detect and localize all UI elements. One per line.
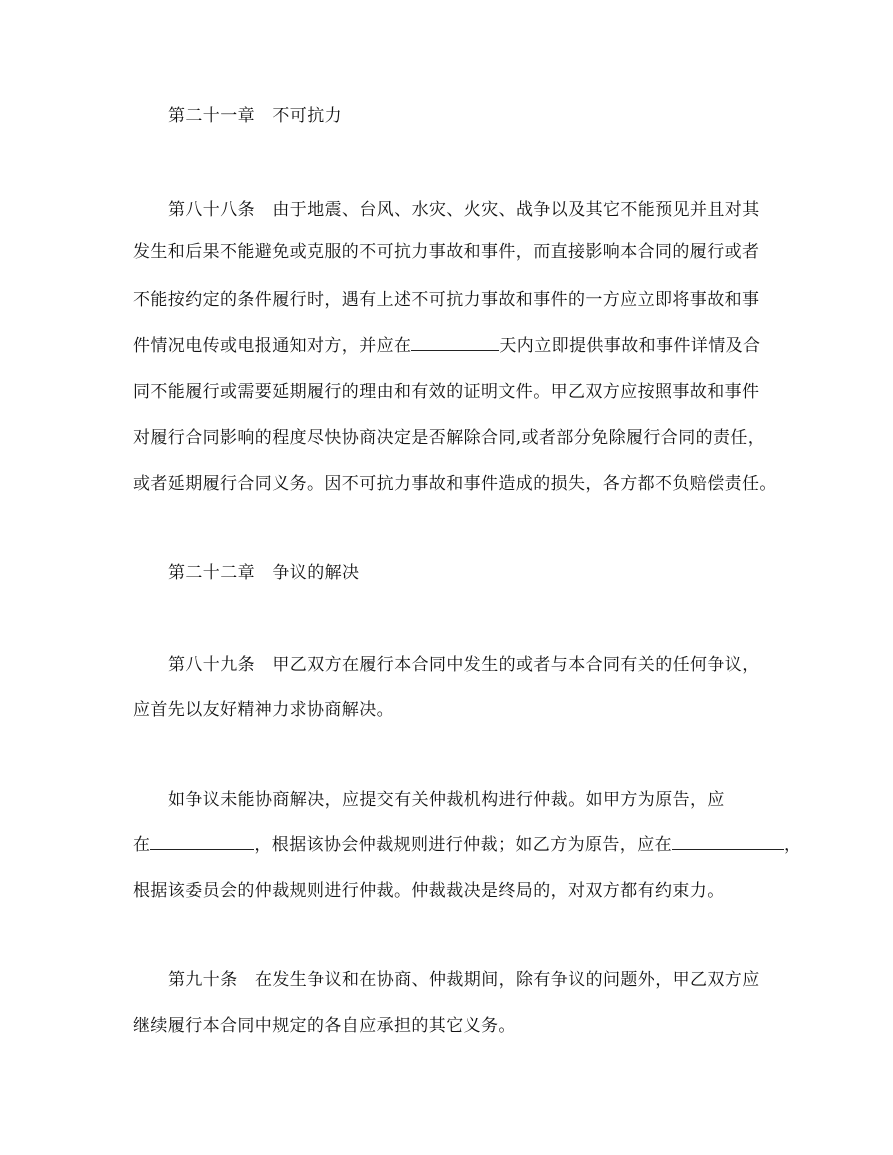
article-89-line-2: 应首先以友好精神力求协商解决。 xyxy=(133,700,394,720)
arbitration-line-2-start: 在 xyxy=(133,835,151,855)
party-a-arbitration-blank xyxy=(150,835,254,850)
arbitration-line-1: 如争议未能协商解决，应提交有关仲裁机构进行仲裁。如甲方为原告，应 xyxy=(168,790,725,810)
article-88-line-1: 第八十八条 由于地震、台风、水灾、火灾、战争以及其它不能预见并且对其 xyxy=(168,200,760,220)
article-88-line-4 xyxy=(133,336,760,356)
days-blank-field xyxy=(411,336,499,351)
arbitration-line-2-end: ， xyxy=(784,835,802,855)
article-88-line-4-start: 件情况电传或电报通知对方，并应在 xyxy=(133,336,412,356)
article-88-line-5: 同不能履行或需要延期履行的理由和有效的证明文件。甲乙双方应按照事故和事件 xyxy=(133,382,760,402)
article-88-line-2: 发生和后果不能避免或克服的不可抗力事故和事件，而直接影响本合同的履行或者 xyxy=(133,242,760,262)
article-89-line-1: 第八十九条 甲乙双方在履行本合同中发生的或者与本合同有关的任何争议， xyxy=(168,655,760,675)
arbitration-line-2 xyxy=(133,835,801,855)
article-88-line-6: 对履行合同影响的程度尽快协商决定是否解除合同,或者部分免除履行合同的责任， xyxy=(133,428,766,448)
article-90-line-2: 继续履行本合同中规定的各自应承担的其它义务。 xyxy=(133,1016,516,1036)
arbitration-line-2-middle: ，根据该协会仲裁规则进行仲裁；如乙方为原告，应在 xyxy=(254,835,673,855)
chapter-21-heading: 第二十一章 不可抗力 xyxy=(168,106,342,126)
chapter-22-heading: 第二十二章 争议的解决 xyxy=(168,563,360,583)
party-b-arbitration-blank xyxy=(672,835,784,850)
article-88-line-7: 或者延期履行合同义务。因不可抗力事故和事件造成的损失，各方都不负赔偿责任。 xyxy=(133,474,777,494)
article-90-line-1: 第九十条 在发生争议和在协商、仲裁期间，除有争议的问题外，甲乙双方应 xyxy=(168,970,760,990)
arbitration-line-3: 根据该委员会的仲裁规则进行仲裁。仲裁裁决是终局的，对双方都有约束力。 xyxy=(133,881,725,901)
article-88-line-3: 不能按约定的条件履行时，遇有上述不可抗力事故和事件的一方应立即将事故和事 xyxy=(133,290,760,310)
article-88-line-4-end: 天内立即提供事故和事件详情及合 xyxy=(499,336,761,356)
